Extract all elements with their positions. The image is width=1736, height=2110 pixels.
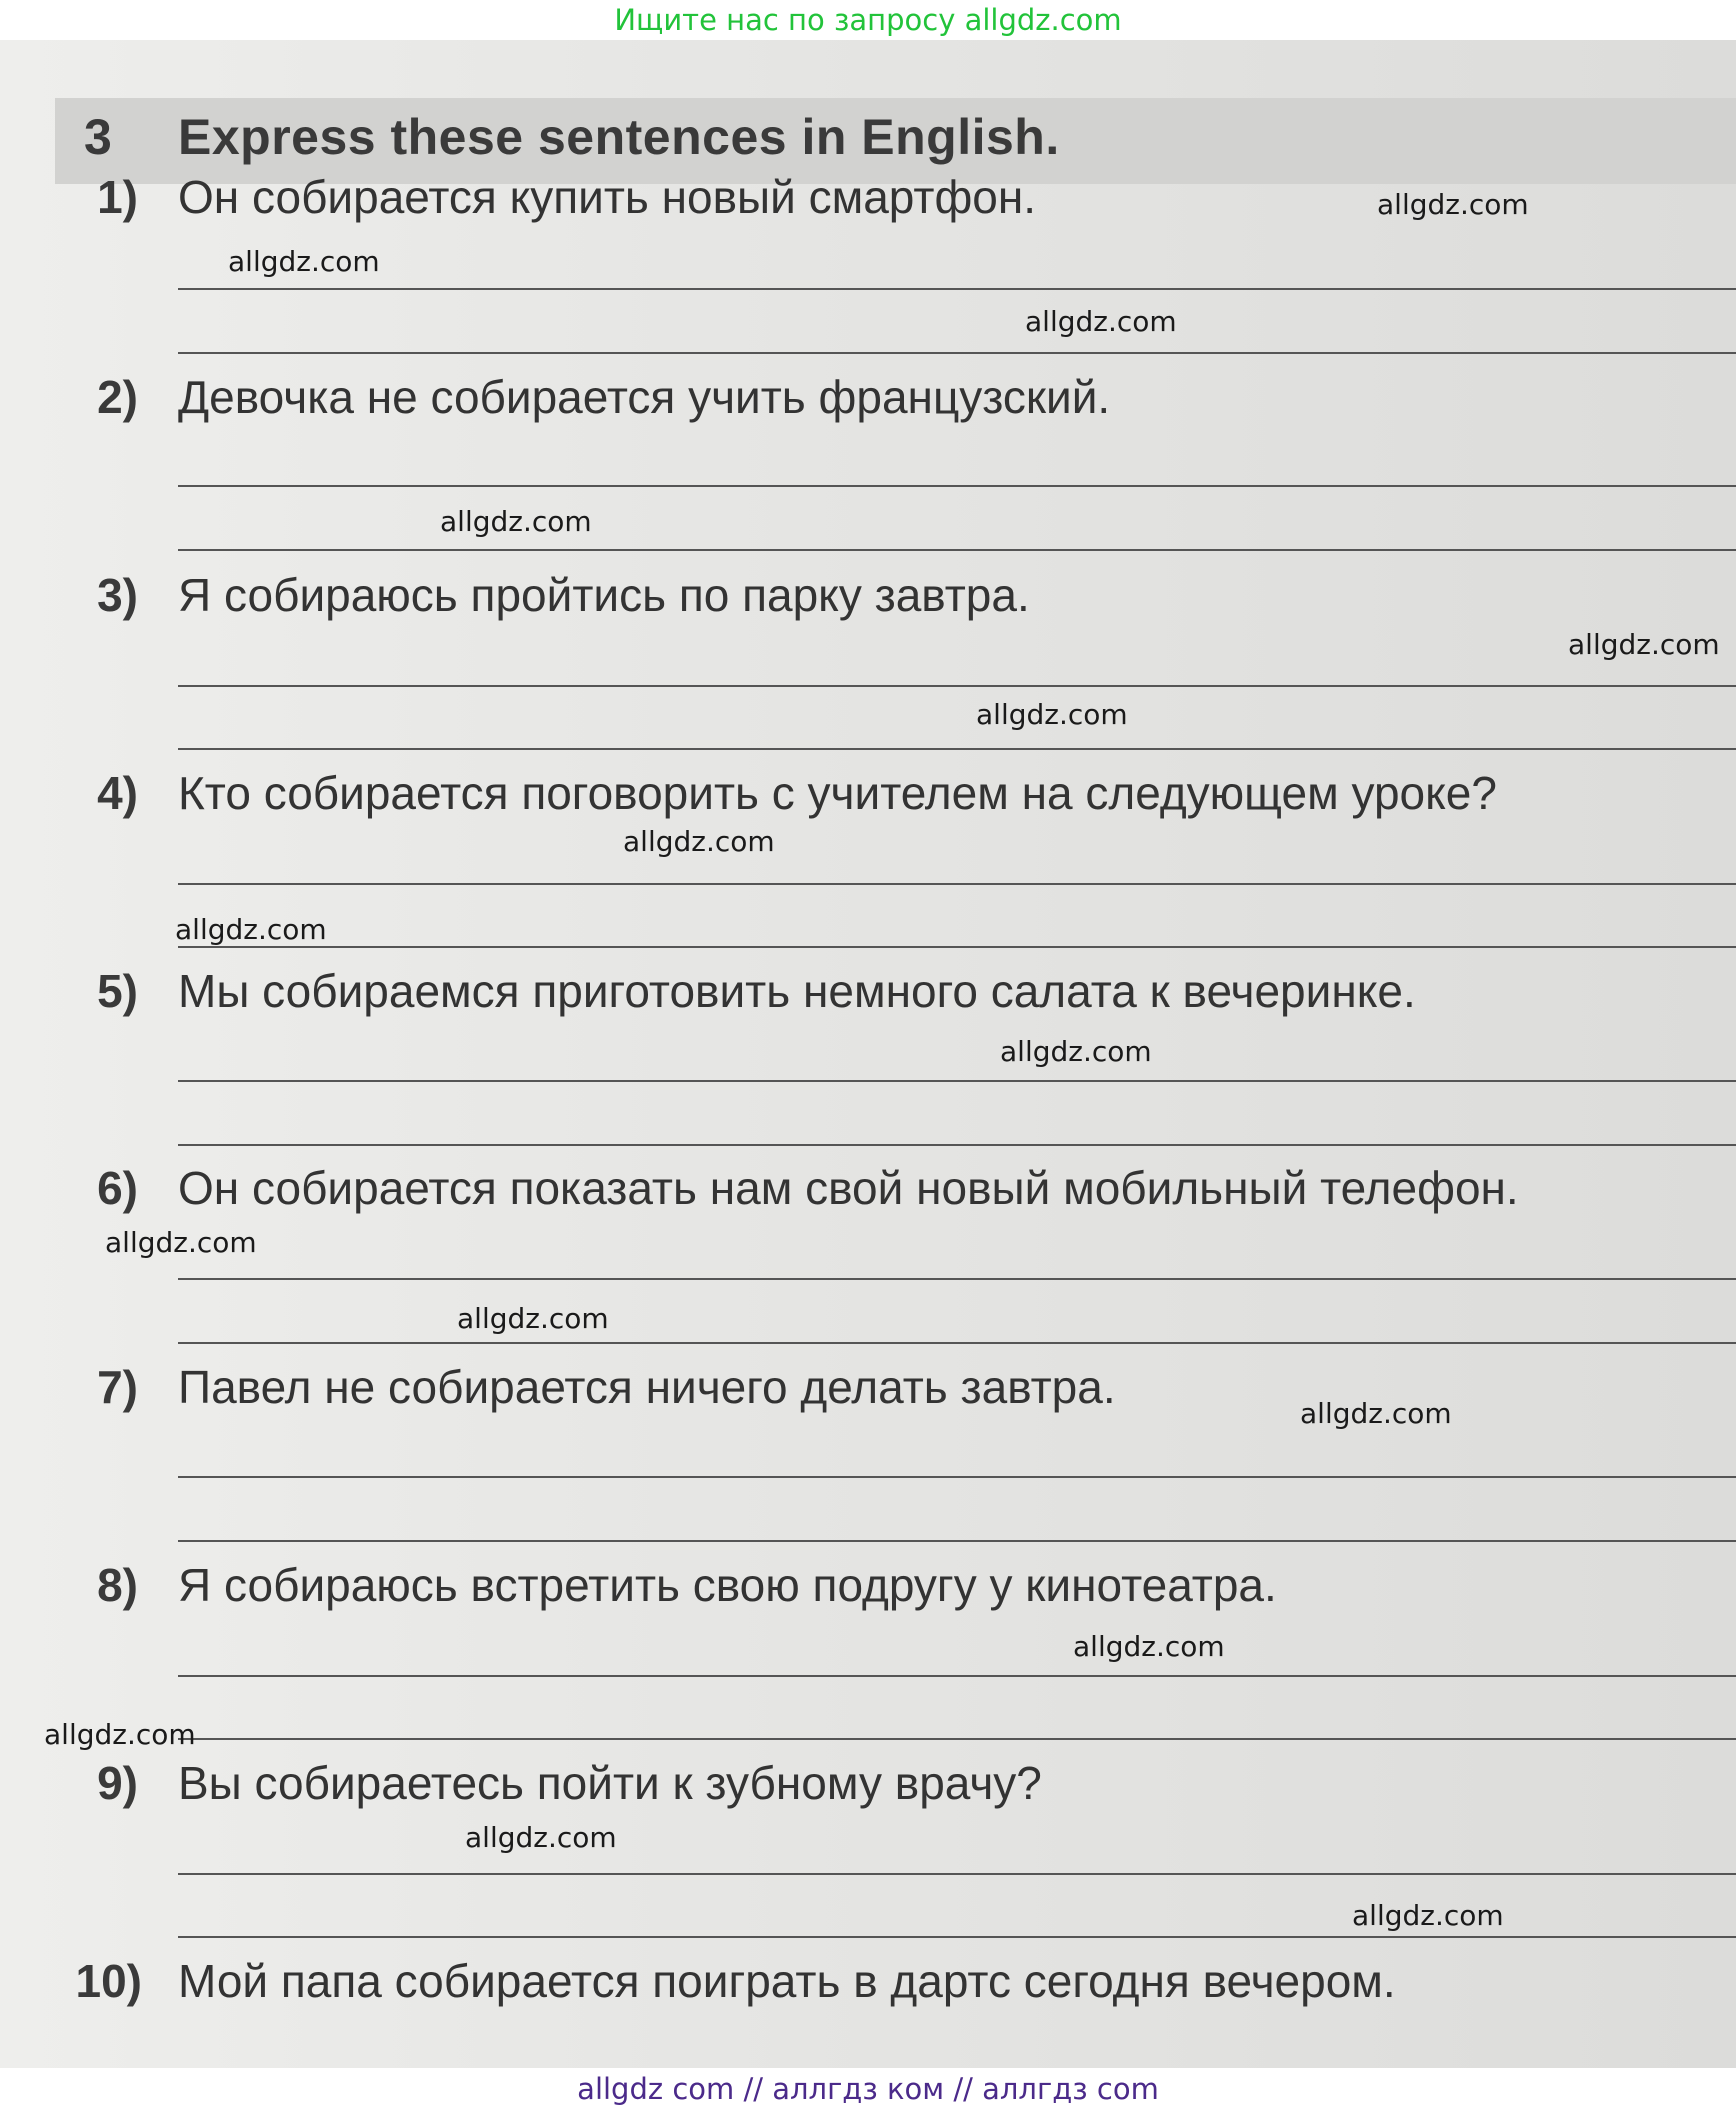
item-number: 3)	[97, 569, 138, 621]
watermark: allgdz.com	[976, 698, 1128, 731]
answer-line[interactable]	[178, 946, 1736, 948]
footer-links[interactable]: allgdz com // аллгдз ком // аллгдз com	[0, 2068, 1736, 2110]
watermark: allgdz.com	[465, 1821, 617, 1854]
item-number: 6)	[97, 1162, 138, 1214]
answer-line[interactable]	[178, 748, 1736, 750]
answer-line[interactable]	[178, 1080, 1736, 1082]
answer-line[interactable]	[178, 1144, 1736, 1146]
item-number: 10)	[75, 1955, 142, 2007]
item-number: 2)	[97, 371, 138, 423]
watermark: allgdz.com	[440, 505, 592, 538]
workbook-page	[0, 40, 1736, 2068]
watermark: allgdz.com	[175, 913, 327, 946]
item-sentence: Он собирается купить новый смартфон.	[178, 171, 1037, 223]
item-sentence: Я собираюсь встретить свою подругу у кинотеатра.	[178, 1559, 1277, 1611]
item-sentence: Вы собираетесь пойти к зубному врачу?	[178, 1757, 1042, 1809]
item-sentence: Девочка не собирается учить французский.	[178, 371, 1111, 423]
watermark: allgdz.com	[1025, 305, 1177, 338]
exercise-number: 3	[84, 109, 112, 165]
answer-line[interactable]	[178, 1873, 1736, 1875]
item-sentence: Павел не собирается ничего делать завтра.	[178, 1361, 1116, 1413]
watermark: allgdz.com	[1352, 1899, 1504, 1932]
answer-line[interactable]	[178, 549, 1736, 551]
watermark: allgdz.com	[1300, 1397, 1452, 1430]
answer-line[interactable]	[178, 1738, 1736, 1740]
watermark: allgdz.com	[105, 1226, 257, 1259]
item-sentence: Мой папа собирается поиграть в дартс сегодня вечером.	[178, 1955, 1396, 2007]
watermark: allgdz.com	[228, 245, 380, 278]
watermark: allgdz.com	[1000, 1035, 1152, 1068]
watermark: allgdz.com	[623, 825, 775, 858]
item-sentence: Он собирается показать нам свой новый мобильный телефон.	[178, 1162, 1519, 1214]
item-sentence: Мы собираемся приготовить немного салата к вечеринке.	[178, 965, 1416, 1017]
answer-line[interactable]	[178, 685, 1736, 687]
watermark: allgdz.com	[1568, 628, 1720, 661]
answer-line[interactable]	[178, 1675, 1736, 1677]
answer-line[interactable]	[178, 1278, 1736, 1280]
watermark: allgdz.com	[1377, 188, 1529, 221]
item-number: 8)	[97, 1559, 138, 1611]
answer-line[interactable]	[178, 352, 1736, 354]
answer-line[interactable]	[178, 1936, 1736, 1938]
answer-line[interactable]	[178, 485, 1736, 487]
item-sentence: Я собираюсь пройтись по парку завтра.	[178, 569, 1030, 621]
item-number: 4)	[97, 767, 138, 819]
item-number: 7)	[97, 1361, 138, 1413]
answer-line[interactable]	[178, 883, 1736, 885]
answer-line[interactable]	[178, 1476, 1736, 1478]
exercise-title: Express these sentences in English.	[178, 109, 1060, 165]
watermark: allgdz.com	[1073, 1630, 1225, 1663]
top-banner[interactable]: Ищите нас по запросу allgdz.com	[0, 0, 1736, 40]
item-number: 5)	[97, 965, 138, 1017]
watermark: allgdz.com	[457, 1302, 609, 1335]
item-sentence: Кто собирается поговорить с учителем на следующем уроке?	[178, 767, 1497, 819]
item-number: 1)	[97, 171, 138, 223]
answer-line[interactable]	[178, 1540, 1736, 1542]
answer-line[interactable]	[178, 1342, 1736, 1344]
watermark: allgdz.com	[44, 1718, 196, 1751]
answer-line[interactable]	[178, 288, 1736, 290]
item-number: 9)	[97, 1757, 138, 1809]
